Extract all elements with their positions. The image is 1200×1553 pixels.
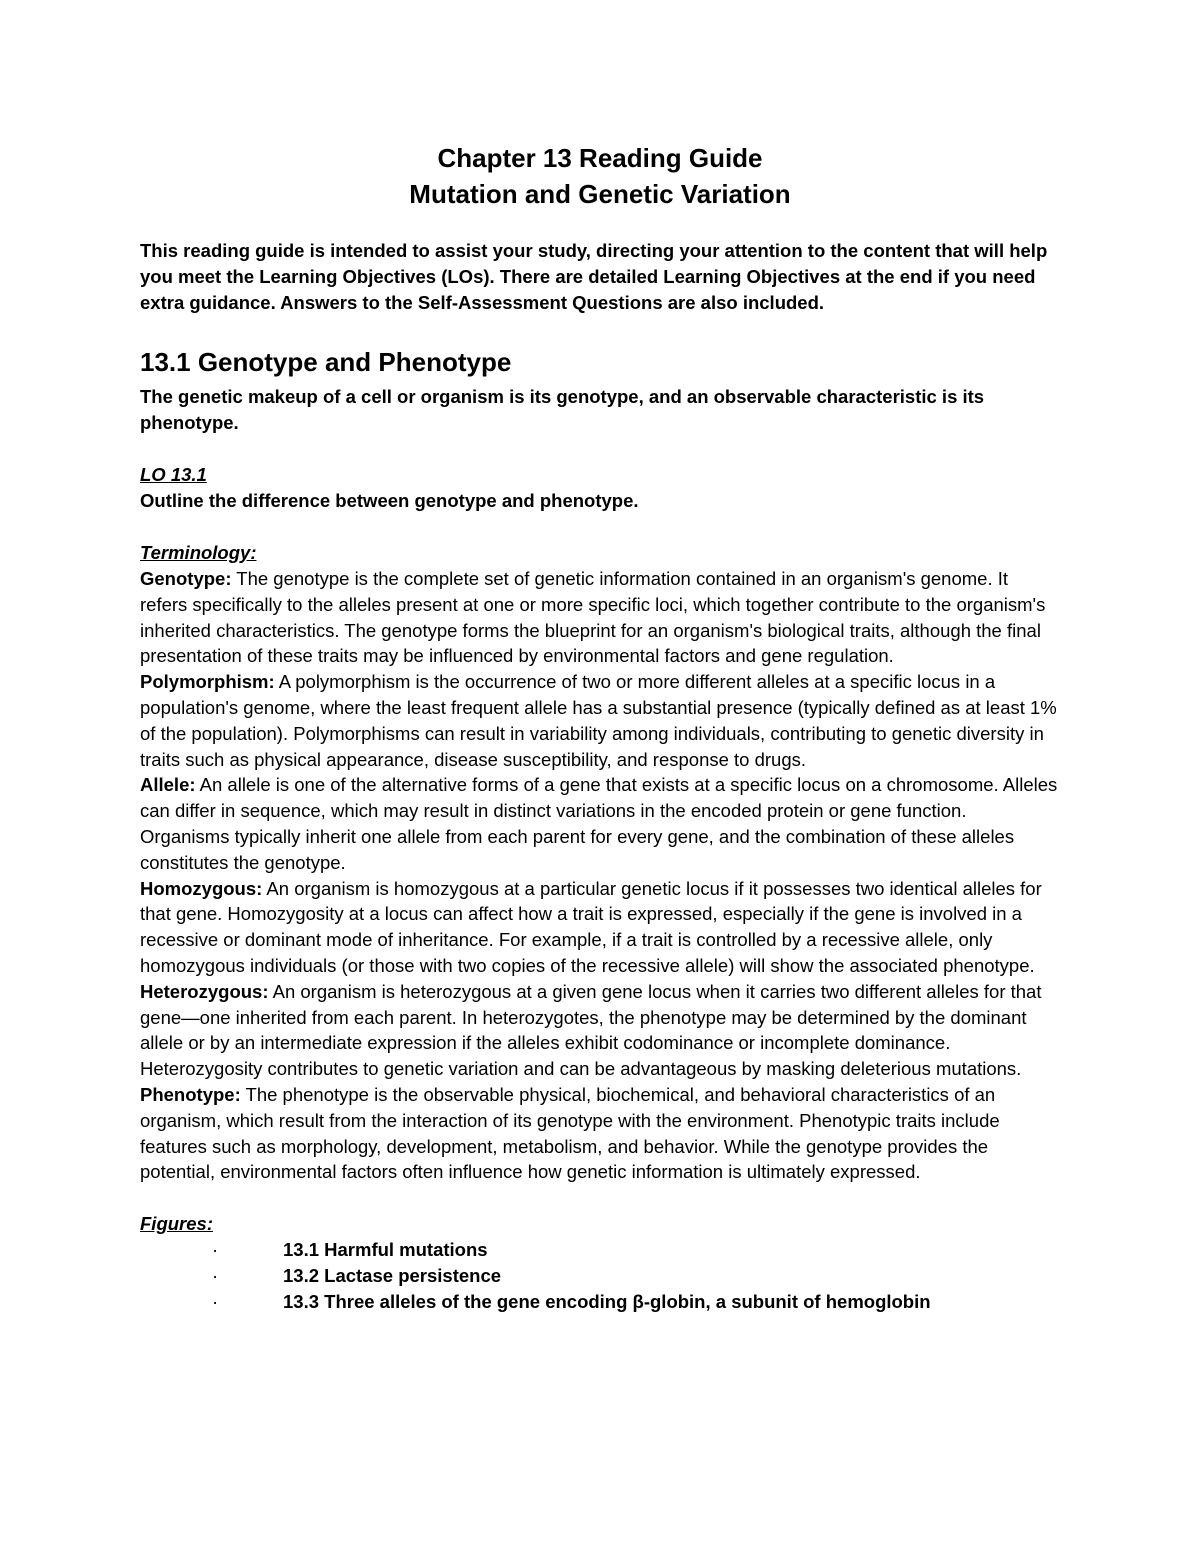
term-phenotype — [140, 1082, 1060, 1185]
section-summary: The genetic makeup of a cell or organism is its genotype, and an observable characteristic is its phenotype. — [140, 386, 985, 433]
term-definition: An organism is homozygous at a particular genetic locus if it possesses two identical alleles for that gene. Homozygosity at a locus can affect how a trait is expressed, especially if the gene is involved in a recessive or dominant mode of inheritance. For example, if a trait is controlled by a recessive allele, only homozygous individuals (or those with two copies of the recessive allele) will show the associated phenotype. — [140, 877, 1042, 976]
term-allele — [140, 772, 1060, 875]
title-line-1: Chapter 13 Reading Guide — [437, 143, 763, 173]
term-name: Allele: — [140, 774, 196, 796]
figure-caption: 13.1 Harmful mutations — [283, 1239, 488, 1261]
figure-list — [140, 1237, 1060, 1315]
term-genotype — [140, 566, 1060, 669]
figures-label: Figures: — [140, 1213, 213, 1235]
learning-objective-label: LO 13.1 — [140, 464, 207, 485]
figure-caption: 13.2 Lactase persistence — [283, 1265, 502, 1287]
figure-item — [140, 1263, 1060, 1289]
section-heading: 13.1 Genotype and Phenotype — [140, 347, 512, 377]
term-name: Genotype: — [140, 568, 232, 589]
term-polymorphism — [140, 669, 1060, 772]
term-definition: The phenotype is the observable physical, biochemical, and behavioral characteristics of an organism, which result from the interaction of its genotype with the environment. Phenotypic traits include features such as morphology, development, metabolism, and behavior. While the genotype provides the potential, environmental factors often influence how genetic information is ultimately expressed. — [140, 1083, 1000, 1183]
intro-paragraph: This reading guide is intended to assist your study, directing your attention to the content that will help you meet the Learning Objectives (LOs). There are detailed Learning Objectives at the end if you need extra guidance. Answers to the Self-Assessment Questions are also included. — [140, 240, 1048, 313]
term-name: Homozygous: — [140, 877, 263, 899]
title-line-2: Mutation and Genetic Variation — [409, 179, 791, 209]
term-homozygous — [140, 876, 1060, 979]
document-title — [140, 140, 1060, 212]
term-name: Phenotype: — [140, 1083, 241, 1105]
terminology-label: Terminology: — [140, 542, 257, 563]
figure-item — [140, 1289, 1060, 1315]
figure-item — [140, 1237, 1060, 1263]
document-page — [140, 140, 1060, 1315]
term-definition: The genotype is the complete set of genetic information contained in an organism's genome. It refers specifically to the alleles present at one or more specific loci, which together contribute to the organism's inherited characteristics. The genotype forms the blueprint for an organism's biological traits, although the final presentation of these traits may be influenced by environmental factors and gene regulation. — [140, 568, 1046, 667]
term-name: Polymorphism: — [140, 671, 275, 693]
term-definition: An organism is heterozygous at a given gene locus when it carries two different alleles for that gene—one inherited from each parent. In heterozygotes, the phenotype may be determined by the dominant allele or by an intermediate expression if the alleles exhibit codominance or incomplete dominance. Heterozygosity contributes to genetic variation and can be advantageous by masking deleterious mutations. — [140, 980, 1042, 1080]
learning-objective-text: Outline the difference between genotype and phenotype. — [140, 490, 639, 511]
bullet-icon: · — [212, 1291, 219, 1313]
bullet-icon: · — [212, 1239, 219, 1261]
bullet-icon: · — [212, 1265, 219, 1287]
term-heterozygous — [140, 979, 1060, 1082]
term-name: Heterozygous: — [140, 980, 269, 1002]
term-definition: An allele is one of the alternative forms of a gene that exists at a specific locus on a chromosome. Alleles can differ in sequence, which may result in distinct variations in the encoded protein or gene function. Organisms typically inherit one allele from each parent for every gene, and the combination of these alleles constitutes the genotype. — [140, 774, 1058, 873]
term-definition: A polymorphism is the occurrence of two or more different alleles at a specific locus in a population's genome, where the least frequent allele has a substantial presence (typically defined as at least 1% of the population). Polymorphisms can result in variability among individuals, contributing to genetic diversity in traits such as physical appearance, disease susceptibility, and response to drugs. — [140, 671, 1057, 770]
figure-caption: 13.3 Three alleles of the gene encoding β-globin, a subunit of hemoglobin — [283, 1291, 931, 1313]
